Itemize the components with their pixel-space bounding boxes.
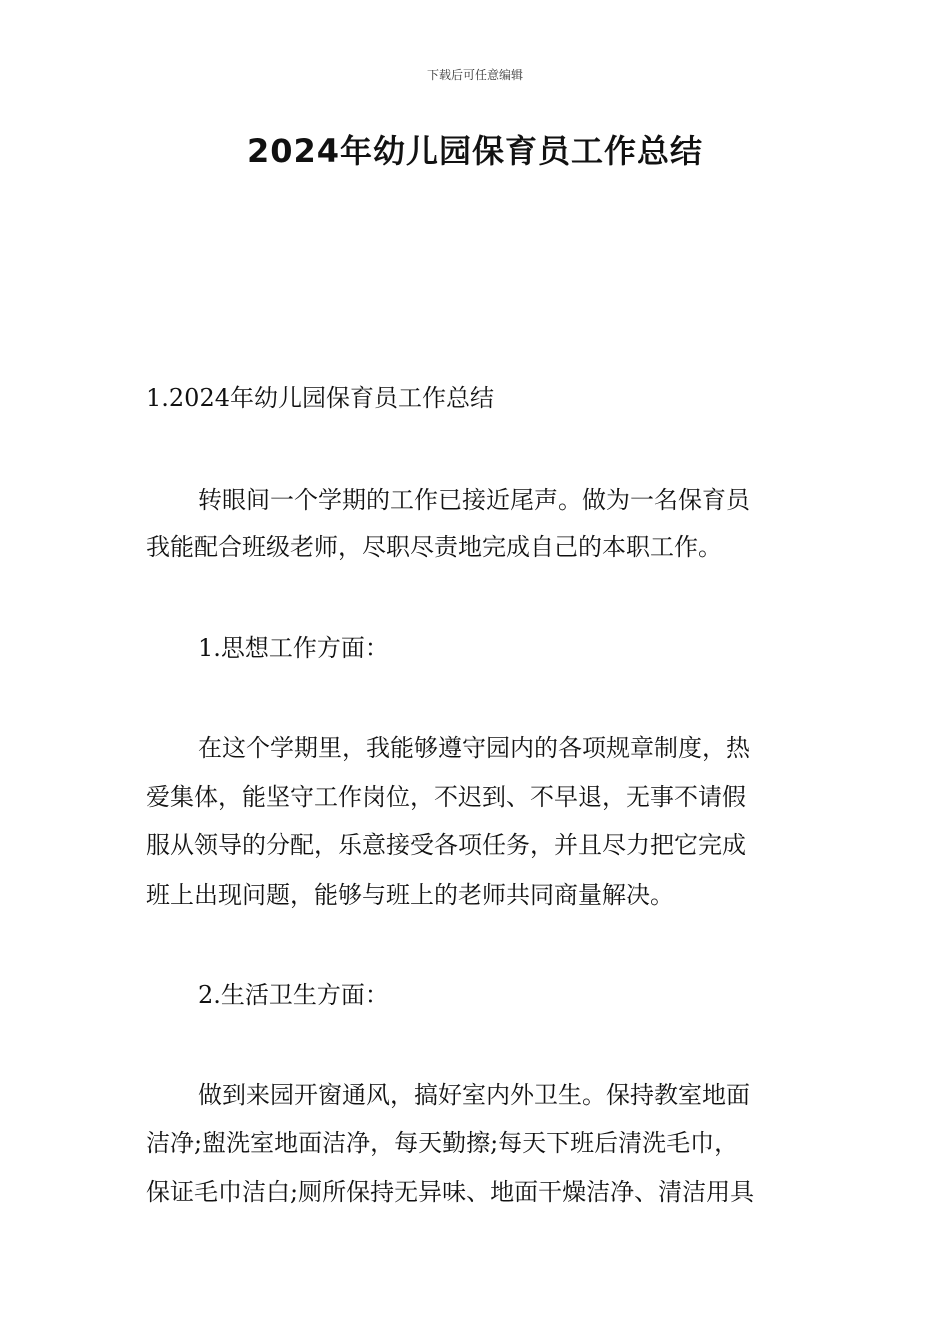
- paragraph-line: 保证毛巾洁白;厕所保持无异味、地面干燥洁净、清洁用具: [146, 1178, 755, 1206]
- paragraph-line: 做到来园开窗通风，搞好室内外卫生。保持教室地面: [198, 1081, 750, 1109]
- subsection-heading: 2.生活卫生方面：: [198, 981, 389, 1009]
- paragraph-line: 服从领导的分配，乐意接受各项任务，并且尽力把它完成: [146, 831, 746, 859]
- paragraph-line: 洁净;盥洗室地面洁净，每天勤擦;每天下班后清洗毛巾，: [146, 1129, 739, 1157]
- document-title: 2024年幼儿园保育员工作总结: [246, 132, 704, 170]
- section-heading: 1.2024年幼儿园保育员工作总结: [146, 384, 494, 412]
- header-note: 下载后可任意编辑: [426, 68, 523, 82]
- paragraph-line: 班上出现问题，能够与班上的老师共同商量解决。: [146, 881, 674, 909]
- paragraph-line: 我能配合班级老师，尽职尽责地完成自己的本职工作。: [146, 533, 722, 561]
- paragraph-line: 爱集体，能坚守工作岗位，不迟到、不早退，无事不请假: [146, 783, 746, 811]
- paragraph-line: 转眼间一个学期的工作已接近尾声。做为一名保育员: [198, 486, 750, 514]
- subsection-heading: 1.思想工作方面：: [198, 634, 389, 662]
- paragraph-line: 在这个学期里，我能够遵守园内的各项规章制度，热: [198, 734, 750, 762]
